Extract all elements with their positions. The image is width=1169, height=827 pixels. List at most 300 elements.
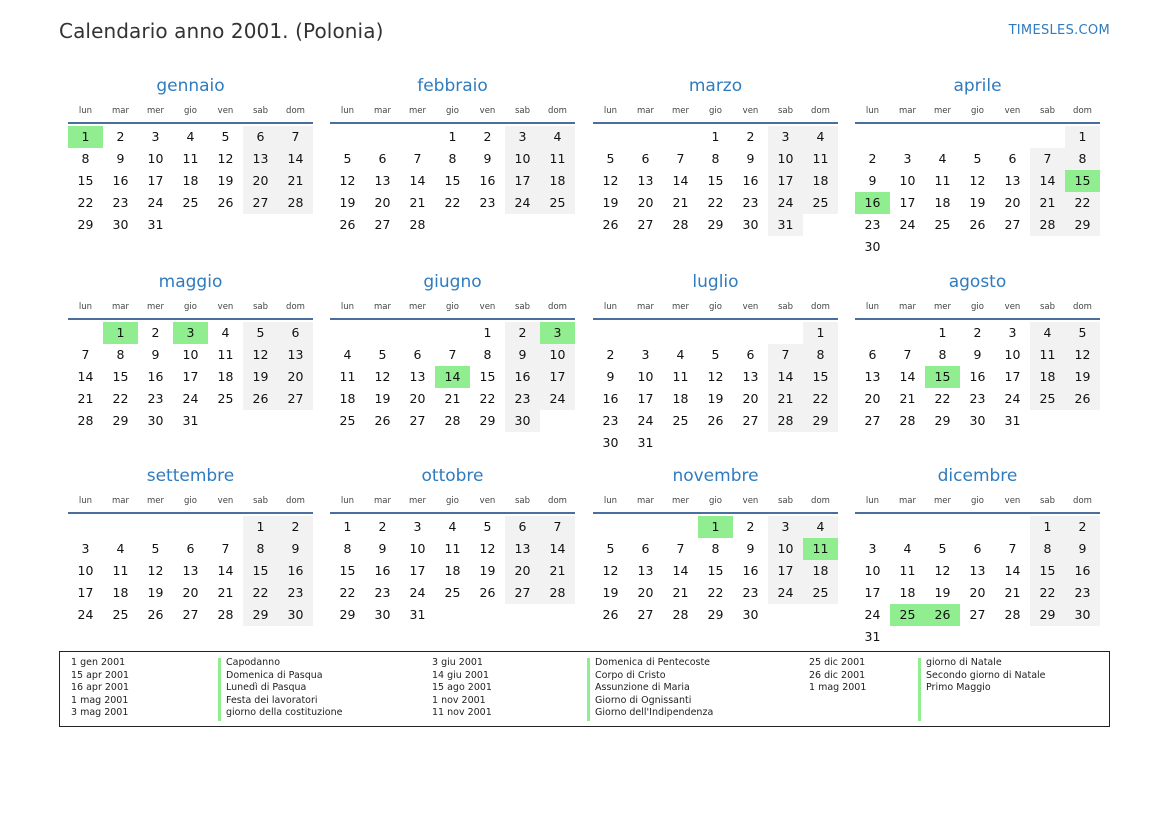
day-cell: 13: [864, 369, 881, 384]
day-cell: 6: [868, 347, 877, 362]
day-cell: 12: [934, 563, 951, 578]
day-cell: 30: [278, 604, 313, 626]
weekday-label: sab: [514, 106, 531, 116]
day-cell: 1: [448, 129, 457, 144]
day-cell: 10: [77, 563, 94, 578]
day-cell: 17: [540, 366, 575, 388]
day-cell: 7: [413, 151, 422, 166]
day-cell: 31: [147, 217, 164, 232]
day-cell: 11: [339, 369, 356, 384]
day-cell: 29: [479, 413, 496, 428]
day-cell: 20: [742, 391, 759, 406]
empty-day-cell: [365, 126, 400, 148]
day-cell: 9: [151, 347, 160, 362]
day-cell: 19: [602, 585, 619, 600]
day-cell: 17: [147, 173, 164, 188]
empty-day-cell: [103, 516, 138, 538]
day-cell: 27: [969, 607, 986, 622]
legend-date: 25 dic 2001: [809, 657, 866, 668]
weekday-header: [330, 495, 575, 507]
weekday-label: mar: [637, 302, 654, 312]
empty-day-cell: [208, 516, 243, 538]
day-grid: [855, 126, 1100, 258]
weekday-label: ven: [479, 496, 496, 506]
day-cell: 25: [112, 607, 129, 622]
empty-day-cell: [768, 322, 803, 344]
empty-day-cell: [628, 322, 663, 344]
weekday-label: dom: [548, 496, 567, 506]
weekday-label: mer: [146, 302, 164, 312]
day-cell: 4: [803, 126, 838, 148]
day-cell: 8: [1065, 148, 1100, 170]
site-link[interactable]: TIMESLES.COM: [1008, 23, 1110, 38]
empty-day-cell: [803, 432, 838, 454]
day-cell: 2: [868, 151, 877, 166]
weekday-label: sab: [777, 106, 794, 116]
day-cell: 11: [182, 151, 199, 166]
day-cell: 24: [147, 195, 164, 210]
legend-dates-col-2: [432, 657, 492, 720]
empty-day-cell: [663, 516, 698, 538]
day-cell: 31: [409, 607, 426, 622]
day-cell: 15: [707, 563, 724, 578]
day-cell: 10: [768, 148, 803, 170]
day-cell: 22: [479, 391, 496, 406]
day-cell: 27: [374, 217, 391, 232]
day-cell: 14: [899, 369, 916, 384]
day-cell: 2: [151, 325, 160, 340]
day-cell: 15: [243, 560, 278, 582]
day-cell: 7: [903, 347, 912, 362]
legend-holiday-name: Giorno dell'Indipendenza: [595, 707, 714, 719]
day-cell: 21: [278, 170, 313, 192]
day-cell: 24: [864, 607, 881, 622]
header-rule: [855, 122, 1100, 124]
day-cell: 5: [151, 541, 160, 556]
day-cell: 21: [1030, 192, 1065, 214]
day-cell: 5: [243, 322, 278, 344]
empty-day-cell: [593, 516, 628, 538]
day-cell: 22: [1065, 192, 1100, 214]
day-cell: 4: [186, 129, 195, 144]
day-cell: 21: [444, 391, 461, 406]
day-cell: 12: [339, 173, 356, 188]
day-cell: 5: [938, 541, 947, 556]
day-cell: 24: [182, 391, 199, 406]
weekday-label: ven: [217, 496, 234, 506]
day-cell: 14: [1004, 563, 1021, 578]
weekday-label: gio: [446, 106, 459, 116]
day-cell: 5: [221, 129, 230, 144]
legend-date: 1 nov 2001: [432, 694, 486, 706]
weekday-label: mar: [899, 496, 916, 506]
day-cell: 25: [444, 585, 461, 600]
empty-day-cell: [593, 322, 628, 344]
day-cell: 18: [1030, 366, 1065, 388]
empty-day-cell: [435, 322, 470, 344]
header-rule: [593, 318, 838, 320]
day-grid: [855, 516, 1100, 648]
day-grid: [68, 516, 313, 626]
day-cell: 19: [1065, 366, 1100, 388]
holiday-day-cell: 16: [855, 192, 890, 214]
day-cell: 18: [803, 170, 838, 192]
empty-day-cell: [278, 214, 313, 236]
day-cell: 20: [243, 170, 278, 192]
empty-day-cell: [995, 236, 1030, 258]
day-cell: 29: [803, 410, 838, 432]
month-title: maggio: [158, 272, 223, 292]
day-cell: 27: [243, 192, 278, 214]
legend-date: 1 mag 2001: [71, 694, 129, 706]
holiday-day-cell: 1: [698, 516, 733, 538]
day-cell: 28: [672, 607, 689, 622]
day-cell: 30: [147, 413, 164, 428]
weekday-label: mer: [671, 496, 689, 506]
day-cell: 24: [637, 413, 654, 428]
empty-day-cell: [505, 214, 540, 236]
weekday-label: gio: [971, 496, 984, 506]
day-cell: 23: [112, 195, 129, 210]
header-rule: [330, 318, 575, 320]
day-cell: 5: [343, 151, 352, 166]
day-cell: 2: [116, 129, 125, 144]
day-cell: 6: [973, 541, 982, 556]
day-cell: 26: [1065, 388, 1100, 410]
day-cell: 4: [343, 347, 352, 362]
weekday-label: sab: [1039, 106, 1056, 116]
day-cell: 19: [147, 585, 164, 600]
day-cell: 4: [221, 325, 230, 340]
month-title: giugno: [423, 272, 482, 292]
day-cell: 3: [768, 516, 803, 538]
day-grid: [593, 516, 838, 626]
day-cell: 5: [483, 519, 492, 534]
weekday-label: dom: [1073, 496, 1092, 506]
day-cell: 21: [672, 585, 689, 600]
day-cell: 1: [1065, 126, 1100, 148]
day-cell: 20: [969, 585, 986, 600]
day-cell: 12: [1065, 344, 1100, 366]
empty-day-cell: [540, 410, 575, 432]
weekday-label: dom: [286, 106, 305, 116]
legend-holiday-name: Lunedì di Pasqua: [226, 682, 307, 694]
weekday-label: lun: [865, 302, 880, 312]
day-cell: 26: [339, 217, 356, 232]
day-cell: 29: [339, 607, 356, 622]
weekday-label: mer: [671, 302, 689, 312]
day-cell: 30: [969, 413, 986, 428]
day-cell: 24: [899, 217, 916, 232]
empty-day-cell: [890, 236, 925, 258]
weekday-label: gio: [709, 106, 722, 116]
weekday-header: [330, 301, 575, 313]
empty-day-cell: [995, 626, 1030, 648]
day-cell: 7: [676, 541, 685, 556]
weekday-label: gio: [971, 302, 984, 312]
day-cell: 16: [602, 391, 619, 406]
day-cell: 8: [803, 344, 838, 366]
day-cell: 29: [77, 217, 94, 232]
day-cell: 3: [1008, 325, 1017, 340]
day-cell: 24: [540, 388, 575, 410]
day-cell: 6: [1008, 151, 1017, 166]
day-cell: 9: [116, 151, 125, 166]
day-cell: 30: [864, 239, 881, 254]
day-cell: 7: [676, 151, 685, 166]
day-grid: [330, 516, 575, 626]
legend-holiday-name: Primo Maggio: [926, 682, 991, 694]
month-title: febbraio: [417, 76, 488, 96]
day-cell: 2: [1065, 516, 1100, 538]
day-cell: 6: [186, 541, 195, 556]
day-cell: 17: [182, 369, 199, 384]
empty-day-cell: [1030, 626, 1065, 648]
day-cell: 14: [217, 563, 234, 578]
weekday-header: [855, 301, 1100, 313]
header-rule: [855, 318, 1100, 320]
empty-day-cell: [68, 516, 103, 538]
day-cell: 19: [479, 563, 496, 578]
legend-holiday-name: Festa dei lavoratori: [226, 694, 318, 706]
weekday-label: gio: [446, 496, 459, 506]
day-cell: 23: [479, 195, 496, 210]
day-cell: 20: [637, 195, 654, 210]
weekday-label: dom: [286, 302, 305, 312]
weekday-label: mar: [112, 106, 129, 116]
day-cell: 13: [243, 148, 278, 170]
day-cell: 13: [1004, 173, 1021, 188]
empty-day-cell: [243, 214, 278, 236]
day-cell: 1: [1030, 516, 1065, 538]
day-cell: 6: [746, 347, 755, 362]
page-title: Calendario anno 2001. (Polonia): [59, 19, 384, 43]
weekday-label: sab: [1039, 496, 1056, 506]
day-cell: 24: [1004, 391, 1021, 406]
day-cell: 27: [742, 413, 759, 428]
day-cell: 27: [278, 388, 313, 410]
day-cell: 14: [540, 538, 575, 560]
holiday-day-cell: 25: [890, 604, 925, 626]
day-cell: 13: [409, 369, 426, 384]
day-grid: [68, 322, 313, 432]
day-cell: 2: [483, 129, 492, 144]
day-cell: 10: [147, 151, 164, 166]
header-rule: [593, 512, 838, 514]
month-title: gennaio: [156, 76, 225, 96]
day-cell: 4: [540, 126, 575, 148]
day-cell: 9: [278, 538, 313, 560]
day-cell: 30: [602, 435, 619, 450]
empty-day-cell: [330, 126, 365, 148]
empty-day-cell: [960, 236, 995, 258]
day-cell: 15: [77, 173, 94, 188]
empty-day-cell: [733, 432, 768, 454]
empty-day-cell: [540, 214, 575, 236]
day-cell: 27: [409, 413, 426, 428]
day-cell: 28: [1004, 607, 1021, 622]
day-cell: 10: [540, 344, 575, 366]
weekday-header: [330, 105, 575, 117]
holiday-legend: [59, 651, 1110, 727]
empty-day-cell: [960, 126, 995, 148]
empty-day-cell: [925, 516, 960, 538]
weekday-label: ven: [1004, 496, 1021, 506]
weekday-label: mar: [637, 496, 654, 506]
empty-day-cell: [663, 322, 698, 344]
day-cell: 25: [339, 413, 356, 428]
day-cell: 23: [864, 217, 881, 232]
day-cell: 15: [1030, 560, 1065, 582]
day-cell: 16: [1065, 560, 1100, 582]
day-cell: 16: [969, 369, 986, 384]
day-cell: 20: [278, 366, 313, 388]
day-cell: 8: [938, 347, 947, 362]
weekday-label: ven: [217, 106, 234, 116]
day-cell: 19: [339, 195, 356, 210]
day-cell: 17: [768, 560, 803, 582]
day-cell: 18: [803, 560, 838, 582]
empty-day-cell: [855, 322, 890, 344]
day-cell: 21: [672, 195, 689, 210]
header-rule: [330, 512, 575, 514]
day-cell: 9: [606, 369, 615, 384]
day-cell: 31: [182, 413, 199, 428]
holiday-day-cell: 1: [68, 126, 103, 148]
day-grid: [593, 322, 838, 454]
weekday-label: mer: [671, 106, 689, 116]
empty-day-cell: [995, 126, 1030, 148]
day-cell: 1: [803, 322, 838, 344]
day-cell: 24: [505, 192, 540, 214]
day-cell: 8: [1030, 538, 1065, 560]
day-cell: 11: [444, 541, 461, 556]
day-cell: 1: [938, 325, 947, 340]
day-cell: 29: [243, 604, 278, 626]
empty-day-cell: [995, 516, 1030, 538]
day-cell: 27: [1004, 217, 1021, 232]
day-cell: 19: [707, 391, 724, 406]
empty-day-cell: [208, 214, 243, 236]
month-title: agosto: [948, 272, 1007, 292]
empty-day-cell: [470, 214, 505, 236]
day-cell: 4: [903, 541, 912, 556]
day-cell: 22: [77, 195, 94, 210]
day-cell: 16: [742, 173, 759, 188]
day-cell: 11: [1030, 344, 1065, 366]
holiday-day-cell: 1: [103, 322, 138, 344]
day-cell: 14: [672, 563, 689, 578]
day-cell: 11: [899, 563, 916, 578]
weekday-label: mar: [112, 302, 129, 312]
day-cell: 12: [147, 563, 164, 578]
day-cell: 28: [540, 582, 575, 604]
weekday-label: lun: [340, 106, 355, 116]
legend-holiday-marker: [218, 658, 221, 721]
day-cell: 26: [969, 217, 986, 232]
day-cell: 25: [1030, 388, 1065, 410]
day-cell: 25: [217, 391, 234, 406]
weekday-label: sab: [777, 302, 794, 312]
empty-day-cell: [628, 516, 663, 538]
day-cell: 27: [505, 582, 540, 604]
day-cell: 19: [374, 391, 391, 406]
day-cell: 3: [768, 126, 803, 148]
weekday-label: sab: [252, 302, 269, 312]
day-cell: 16: [505, 366, 540, 388]
day-cell: 23: [147, 391, 164, 406]
day-cell: 18: [899, 585, 916, 600]
day-cell: 17: [899, 195, 916, 210]
day-cell: 31: [637, 435, 654, 450]
day-cell: 7: [768, 344, 803, 366]
day-grid: [330, 126, 575, 236]
day-cell: 22: [803, 388, 838, 410]
empty-day-cell: [173, 214, 208, 236]
weekday-header: [68, 105, 313, 117]
weekday-label: gio: [184, 496, 197, 506]
day-cell: 22: [707, 195, 724, 210]
day-cell: 16: [147, 369, 164, 384]
header-rule: [855, 512, 1100, 514]
weekday-label: dom: [548, 106, 567, 116]
day-cell: 26: [374, 413, 391, 428]
legend-holiday-name: Domenica di Pentecoste: [595, 657, 711, 668]
month-title: luglio: [692, 272, 739, 292]
day-cell: 15: [112, 369, 129, 384]
empty-day-cell: [400, 126, 435, 148]
day-cell: 6: [378, 151, 387, 166]
weekday-label: dom: [811, 302, 830, 312]
day-cell: 14: [77, 369, 94, 384]
day-cell: 22: [339, 585, 356, 600]
weekday-label: mer: [408, 106, 426, 116]
weekday-label: sab: [252, 106, 269, 116]
day-cell: 29: [707, 607, 724, 622]
day-cell: 22: [707, 585, 724, 600]
day-grid: [68, 126, 313, 236]
day-cell: 12: [217, 151, 234, 166]
day-cell: 19: [243, 366, 278, 388]
empty-day-cell: [925, 126, 960, 148]
empty-day-cell: [925, 236, 960, 258]
legend-holiday-marker: [587, 658, 590, 721]
empty-day-cell: [330, 322, 365, 344]
empty-day-cell: [890, 126, 925, 148]
weekday-label: lun: [78, 106, 93, 116]
day-cell: 20: [1004, 195, 1021, 210]
day-cell: 30: [505, 410, 540, 432]
day-cell: 2: [746, 129, 755, 144]
day-cell: 5: [378, 347, 387, 362]
day-cell: 28: [278, 192, 313, 214]
weekday-label: lun: [340, 496, 355, 506]
weekday-header: [855, 495, 1100, 507]
holiday-day-cell: 3: [540, 322, 575, 344]
day-cell: 23: [1065, 582, 1100, 604]
day-cell: 7: [278, 126, 313, 148]
month-title: dicembre: [937, 466, 1018, 486]
day-cell: 25: [540, 192, 575, 214]
empty-day-cell: [663, 432, 698, 454]
weekday-label: gio: [184, 106, 197, 116]
day-cell: 27: [637, 217, 654, 232]
day-cell: 23: [969, 391, 986, 406]
empty-day-cell: [925, 626, 960, 648]
day-cell: 20: [182, 585, 199, 600]
day-cell: 15: [479, 369, 496, 384]
day-cell: 10: [182, 347, 199, 362]
